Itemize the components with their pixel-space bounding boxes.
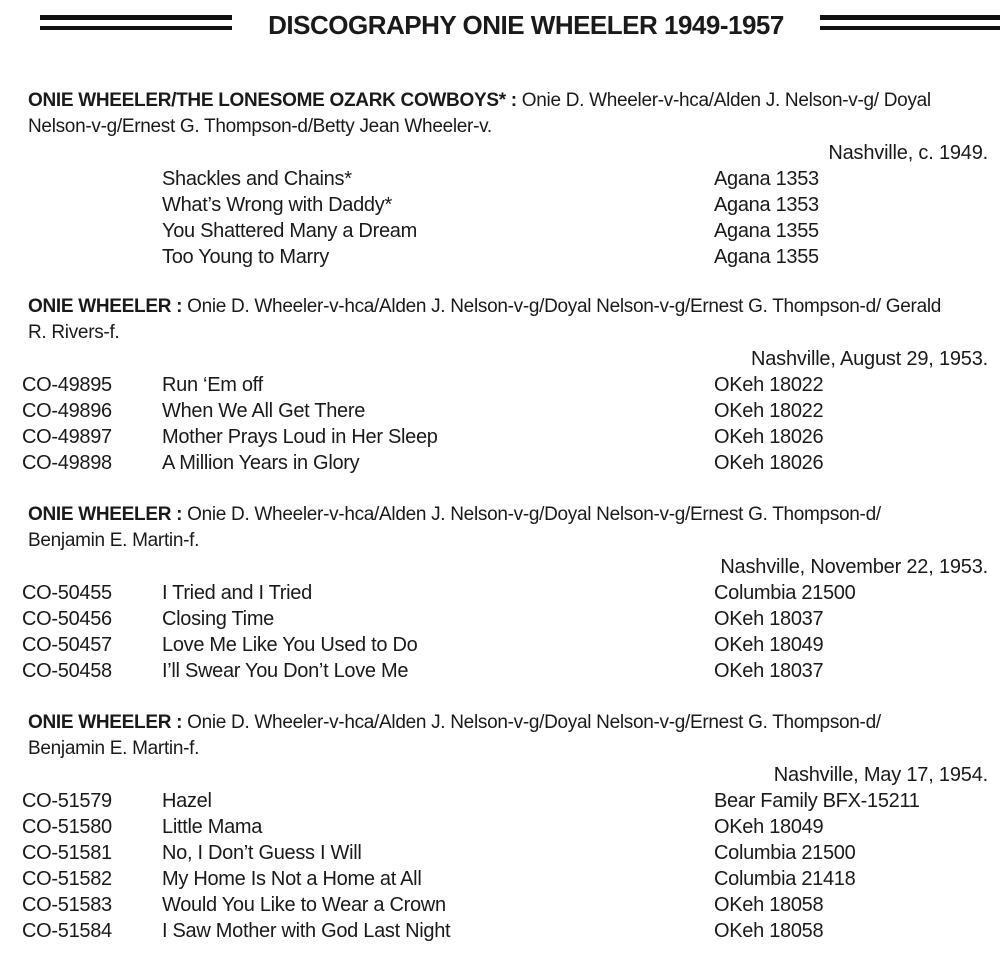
song-title: Would You Like to Wear a Crown	[162, 894, 446, 916]
track-row	[0, 398, 1000, 424]
track-row	[0, 814, 1000, 840]
track-row	[0, 918, 1000, 944]
matrix-number: CO-51582	[22, 868, 112, 890]
song-title: Hazel	[162, 790, 212, 812]
release-label: OKeh 18058	[714, 920, 824, 942]
matrix-number: CO-51581	[22, 842, 112, 864]
header-rule-right	[820, 15, 1000, 30]
matrix-number: CO-50456	[22, 608, 112, 630]
track-row	[0, 580, 1000, 606]
song-title: No, I Don’t Guess I Will	[162, 842, 362, 864]
song-title: I’ll Swear You Don’t Love Me	[162, 660, 409, 682]
artist-name: ONIE WHEELER :	[28, 504, 183, 525]
matrix-number: CO-51579	[22, 790, 112, 812]
session-credit	[28, 502, 958, 554]
page-header	[0, 0, 1000, 56]
session-place-date: Nashville, May 17, 1954.	[773, 764, 988, 786]
track-row	[0, 372, 1000, 398]
release-label: Agana 1355	[714, 246, 819, 268]
session-place-date: Nashville, November 22, 1953.	[720, 556, 988, 578]
personnel-list: Onie D. Wheeler-v-hca/Alden J. Nelson-v-g/Doyal Nelson-v-g/Ernest G. Thompson-d/ Benjamin E. Martin-f.	[28, 504, 881, 551]
song-title: I Saw Mother with God Last Night	[162, 920, 451, 942]
release-label: Agana 1355	[714, 220, 819, 242]
session-1949	[0, 88, 1000, 270]
artist-name: ONIE WHEELER :	[28, 296, 183, 317]
release-label: OKeh 18022	[714, 400, 824, 422]
release-label: Columbia 21500	[714, 582, 856, 604]
track-row	[0, 606, 1000, 632]
personnel-list: Onie D. Wheeler-v-hca/Alden J. Nelson-v-g/Doyal Nelson-v-g/Ernest G. Thompson-d/ Benjamin E. Martin-f.	[28, 712, 881, 759]
release-label: Agana 1353	[714, 168, 819, 190]
matrix-number: CO-51583	[22, 894, 112, 916]
song-title: You Shattered Many a Dream	[162, 220, 417, 242]
matrix-number: CO-49895	[22, 374, 112, 396]
session-credit	[28, 88, 958, 140]
song-title: When We All Get There	[162, 400, 366, 422]
release-label: Columbia 21418	[714, 868, 856, 890]
song-title: Little Mama	[162, 816, 263, 838]
release-label: OKeh 18026	[714, 452, 824, 474]
track-row	[0, 632, 1000, 658]
song-title: Closing Time	[162, 608, 274, 630]
matrix-number: CO-51580	[22, 816, 112, 838]
track-list	[0, 166, 1000, 270]
track-list	[0, 372, 1000, 476]
matrix-number: CO-49897	[22, 426, 112, 448]
artist-name: ONIE WHEELER :	[28, 712, 183, 733]
track-row	[0, 866, 1000, 892]
release-label: Bear Family BFX-15211	[714, 790, 920, 812]
artist-name: ONIE WHEELER/THE LONESOME OZARK COWBOYS* :	[28, 90, 517, 111]
track-list	[0, 788, 1000, 944]
release-label: OKeh 18026	[714, 426, 824, 448]
session-place-date: Nashville, c. 1949.	[828, 142, 988, 164]
song-title: A Million Years in Glory	[162, 452, 360, 474]
header-rule-left	[40, 15, 232, 30]
release-label: Columbia 21500	[714, 842, 856, 864]
track-row	[0, 658, 1000, 684]
matrix-number: CO-50458	[22, 660, 112, 682]
release-label: OKeh 18049	[714, 634, 824, 656]
personnel-list: Onie D. Wheeler-v-hca/Alden J. Nelson-v-g/Doyal Nelson-v-g/Ernest G. Thompson-d/ Gerald R. Rivers-f.	[28, 296, 942, 343]
track-row	[0, 892, 1000, 918]
track-row	[0, 788, 1000, 814]
page-title: DISCOGRAPHY ONIE WHEELER 1949-1957	[268, 10, 784, 40]
release-label: OKeh 18037	[714, 660, 824, 682]
song-title: Too Young to Marry	[162, 246, 329, 268]
release-label: OKeh 18049	[714, 816, 824, 838]
song-title: What’s Wrong with Daddy*	[162, 194, 392, 216]
release-label: Agana 1353	[714, 194, 819, 216]
track-row	[0, 840, 1000, 866]
session-1953-aug	[0, 294, 1000, 476]
matrix-number: CO-50457	[22, 634, 112, 656]
session-1954-may	[0, 710, 1000, 944]
matrix-number: CO-50455	[22, 582, 112, 604]
track-row	[0, 424, 1000, 450]
song-title: Love Me Like You Used to Do	[162, 634, 418, 656]
release-label: OKeh 18022	[714, 374, 824, 396]
session-credit	[28, 710, 958, 762]
song-title: I Tried and I Tried	[162, 582, 312, 604]
track-row	[0, 192, 1000, 218]
track-row	[0, 450, 1000, 476]
release-label: OKeh 18058	[714, 894, 824, 916]
song-title: My Home Is Not a Home at All	[162, 868, 422, 890]
track-row	[0, 166, 1000, 192]
session-place-date: Nashville, August 29, 1953.	[751, 348, 988, 370]
release-label: OKeh 18037	[714, 608, 824, 630]
matrix-number: CO-49898	[22, 452, 112, 474]
matrix-number: CO-49896	[22, 400, 112, 422]
track-row	[0, 218, 1000, 244]
personnel-list: Onie D. Wheeler-v-hca/Alden J. Nelson-v-g/ Doyal Nelson-v-g/Ernest G. Thompson-d/Betty Jean Wheeler-v.	[28, 90, 931, 137]
song-title: Shackles and Chains*	[162, 168, 352, 190]
track-row	[0, 244, 1000, 270]
session-1953-nov	[0, 502, 1000, 684]
song-title: Mother Prays Loud in Her Sleep	[162, 426, 438, 448]
track-list	[0, 580, 1000, 684]
song-title: Run ‘Em off	[162, 374, 263, 396]
session-credit	[28, 294, 958, 346]
matrix-number: CO-51584	[22, 920, 112, 942]
